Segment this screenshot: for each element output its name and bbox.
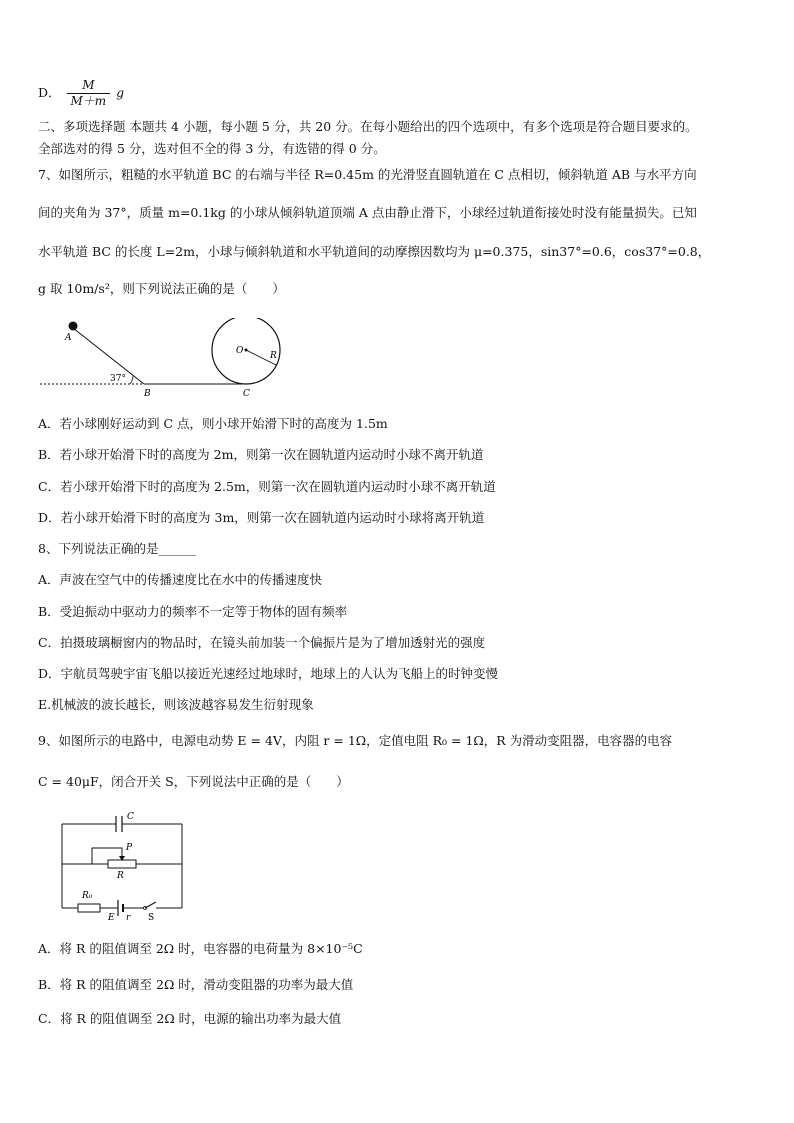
q8-option-e: E.机械波的波长越长，则该波越容易发生衍射现象 [38,697,314,712]
q9-circuit-figure [52,810,192,922]
q6-option-d-fraction [67,78,111,109]
label-c: C [243,389,250,399]
label-slider: P [126,843,133,853]
label-o: O [236,346,244,356]
q6-option-d [38,78,124,109]
label-r0: R₀ [82,891,93,901]
q8-option-a: A．声波在空气中的传播速度比在水中的传播速度快 [38,572,323,587]
section2-line1: 二、多项选择题 本题共 4 小题，每小题 5 分，共 20 分。在每小题给出的四个选项中，有多个选项是符合题目要求的。 [38,119,698,134]
q6-option-d-label: D． [38,85,61,100]
q7-stem-line3: 水平轨道 BC 的长度 L=2m，小球与倾斜轨道和水平轨道间的动摩擦因数均为 μ=0.375，sin37°=0.6，cos37°=0.8， [38,244,711,259]
label-switch: S [148,913,155,922]
fixed-resistor [78,904,100,912]
q9-option-b: B．将 R 的阻值调至 2Ω 时，滑动变阻器的功率为最大值 [38,977,354,992]
q6-option-d-suffix: g [116,85,125,100]
q9-option-c: C．将 R 的阻值调至 2Ω 时，电源的输出功率为最大值 [38,1011,342,1026]
label-internal-r: r [126,913,131,922]
q7-option-a: A．若小球刚好运动到 C 点，则小球开始滑下时的高度为 1.5m [38,416,388,431]
fraction-denominator: M＋m [70,94,107,108]
q9-stem-line1: 9、如图所示的电路中，电源电动势 E = 4V，内阻 r = 1Ω，定值电阻 R₀ = 1Ω，R 为滑动变阻器，电容器的电容 [38,733,673,748]
label-b: B [144,389,151,399]
q7-track-figure [38,318,288,402]
angle-arc [130,375,133,384]
q8-option-c: C．拍摄玻璃橱窗内的物品时，在镜头前加装一个偏振片是为了增加透射光的强度 [38,635,486,650]
q7-option-d: D．若小球开始滑下时的高度为 3m，则第一次在圆轨道内运动时小球将离开轨道 [38,510,485,525]
label-emf: E [108,913,115,922]
q7-stem-line2: 间的夹角为 37°，质量 m=0.1kg 的小球从倾斜轨道顶端 A 点由静止滑下，小球经过轨道衔接处时没有能量损失。已知 [38,205,697,220]
q9-stem-line2: C = 40μF，闭合开关 S，下列说法中正确的是（ ） [38,774,349,789]
label-rheostat: R [117,871,124,881]
q7-option-b: B．若小球开始滑下时的高度为 2m，则第一次在圆轨道内运动时小球不离开轨道 [38,447,484,462]
angle-label: 37° [110,374,126,384]
rheostat-resistor [108,860,136,868]
ball-icon [69,322,78,331]
label-capacitor: C [127,812,134,822]
q8-option-d: D．宇航员驾驶宇宙飞船以接近光速经过地球时，地球上的人认为飞船上的时钟变慢 [38,666,499,681]
fraction-numerator: M [67,78,111,94]
q9-option-a: A．将 R 的阻值调至 2Ω 时，电容器的电荷量为 8×10⁻⁵C [38,941,363,956]
q8-option-b: B．受迫振动中驱动力的频率不一定等于物体的固有频率 [38,604,348,619]
label-r: R [270,351,277,361]
q8-stem: 8、下列说法正确的是______ [38,541,196,556]
switch-blade [145,902,156,908]
q7-stem-line4: g 取 10m/s²，则下列说法正确的是（ ） [38,281,285,296]
label-a: A [65,333,72,343]
q7-option-c: C．若小球开始滑下时的高度为 2.5m，则第一次在圆轨道内运动时小球不离开轨道 [38,479,496,494]
q7-stem-line1: 7、如图所示，粗糙的水平轨道 BC 的右端与半径 R=0.45m 的光滑竖直圆轨道在 C 点相切，倾斜轨道 AB 与水平方向 [38,167,697,182]
section2-line2: 全部选对的得 5 分，选对但不全的得 3 分，有选错的得 0 分。 [38,141,386,156]
